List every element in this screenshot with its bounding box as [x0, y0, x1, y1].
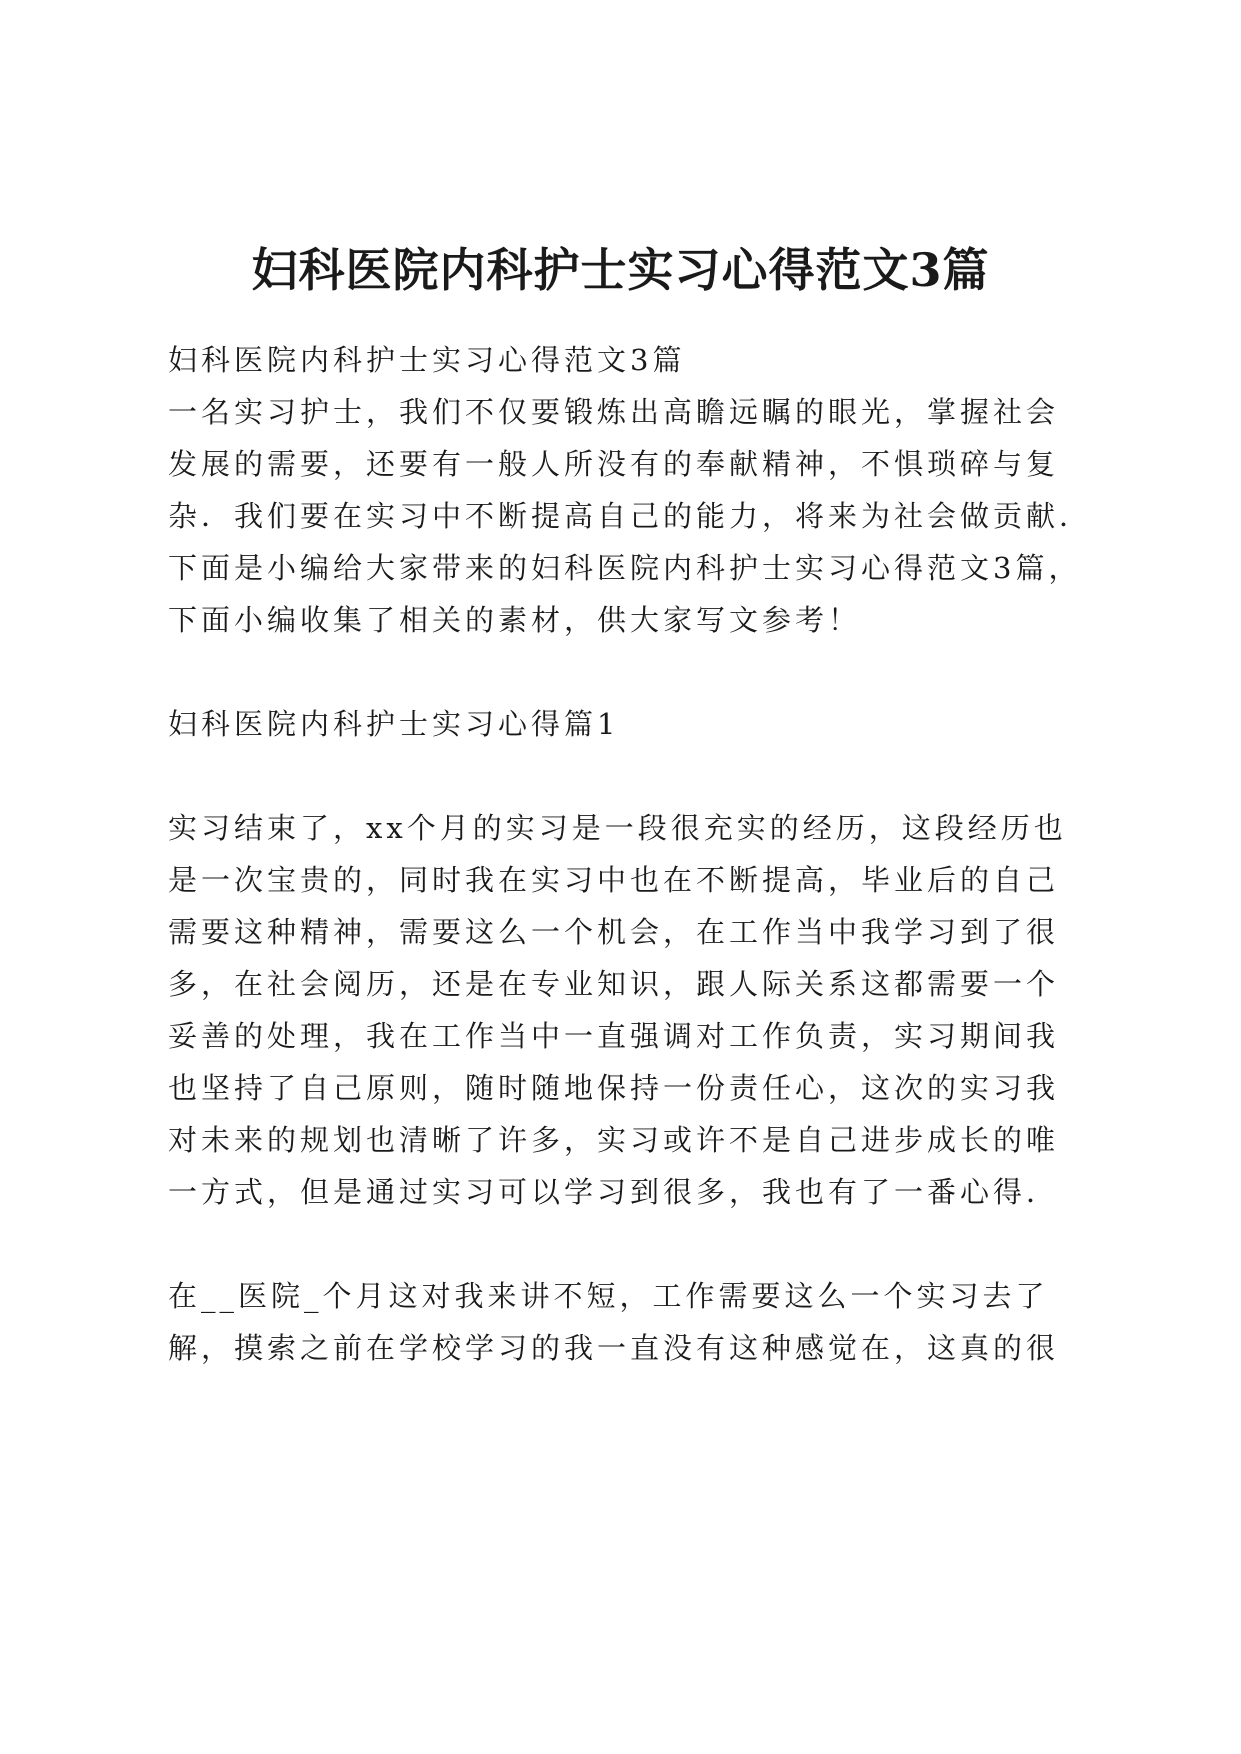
paragraph-line: 需要这种精神，需要这么一个机会，在工作当中我学习到了很 [168, 915, 1060, 949]
paragraph-line: 是一次宝贵的，同时我在实习中也在不断提高，毕业后的自己 [168, 863, 1060, 897]
paragraph-line: 也坚持了自己原则，随时随地保持一份责任心，这次的实习我 [168, 1071, 1060, 1105]
intro-line: 一名实习护士，我们不仅要锻炼出高瞻远瞩的眼光，掌握社会 [168, 395, 1060, 429]
paragraph-line: 在__医院_个月这对我来讲不短，工作需要这么一个实习去了 [168, 1279, 1049, 1313]
document-subtitle: 妇科医院内科护士实习心得范文3篇 [168, 343, 686, 377]
paragraph-line: 对未来的规划也清晰了许多，实习或许不是自己进步成长的唯 [168, 1123, 1060, 1157]
paragraph-line: 解，摸索之前在学校学习的我一直没有这种感觉在，这真的很 [168, 1331, 1060, 1365]
paragraph-line: 一方式，但是通过实习可以学习到很多，我也有了一番心得． [168, 1175, 1060, 1209]
document-title: 妇科医院内科护士实习心得范文3篇 [251, 243, 990, 297]
paragraph-line: 实习结束了，xx个月的实习是一段很充实的经历，这段经历也 [168, 811, 1067, 845]
intro-line: 杂．我们要在实习中不断提高自己的能力，将来为社会做贡献． [168, 499, 1093, 533]
section-heading: 妇科医院内科护士实习心得篇1 [168, 707, 620, 741]
paragraph-line: 妥善的处理，我在工作当中一直强调对工作负责，实习期间我 [168, 1019, 1060, 1053]
intro-line: 发展的需要，还要有一般人所没有的奉献精神，不惧琐碎与复 [168, 447, 1060, 481]
intro-line: 下面是小编给大家带来的妇科医院内科护士实习心得范文3篇， [168, 551, 1082, 585]
intro-line: 下面小编收集了相关的素材，供大家写文参考！ [168, 603, 862, 637]
paragraph-line: 多，在社会阅历，还是在专业知识，跟人际关系这都需要一个 [168, 967, 1060, 1001]
